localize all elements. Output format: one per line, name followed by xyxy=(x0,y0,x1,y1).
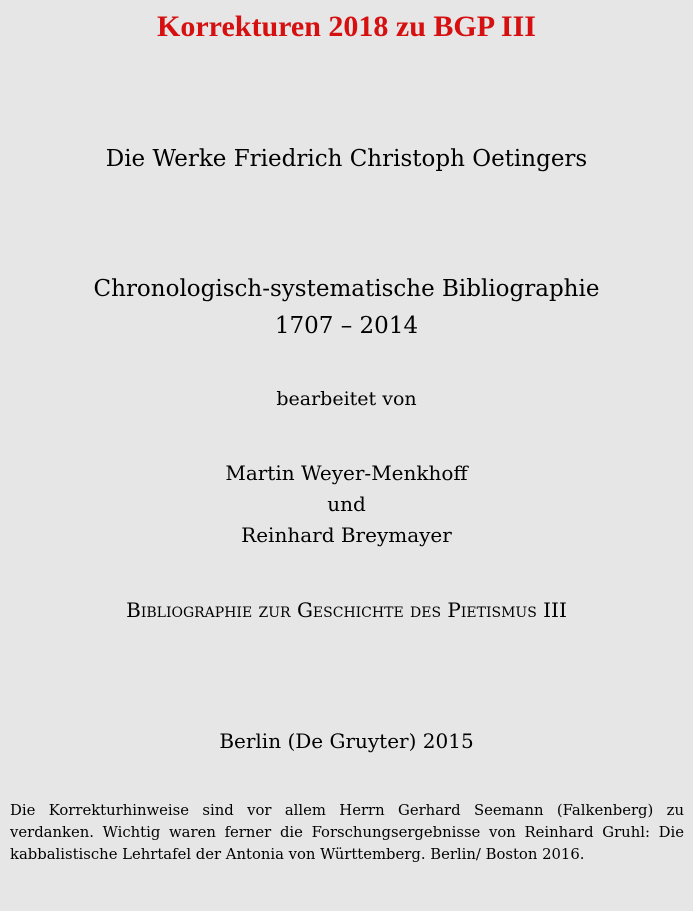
imprint: Berlin (De Gruyter) 2015 xyxy=(219,729,474,753)
author-conjunction: und xyxy=(327,492,366,516)
author-2: Reinhard Breymayer xyxy=(241,523,452,547)
acknowledgement-note: Die Korrekturhinweise sind vor allem Herrn Gerhard Seemann (Falkenberg) zu verdanken. Wichtig waren ferner die Forschungsergebnisse von Reinhard Gruhl: Die kabbalistische Lehrtafel der Antonia von Württemberg. Berlin/ Boston 2016. xyxy=(10,802,684,863)
author-1: Martin Weyer-Menkhoff xyxy=(225,461,468,485)
edited-by-label: bearbeitet von xyxy=(276,388,417,410)
subtitle-line-1: Chronologisch-systematische Bibliographie xyxy=(93,276,600,302)
page-title: Korrekturen 2018 zu BGP III xyxy=(157,10,536,43)
series-title: Bibliographie zur Geschichte des Pietismus III xyxy=(126,598,567,622)
subtitle-date-range: 1707 – 2014 xyxy=(274,313,419,339)
work-title: Die Werke Friedrich Christoph Oetingers xyxy=(105,146,588,172)
